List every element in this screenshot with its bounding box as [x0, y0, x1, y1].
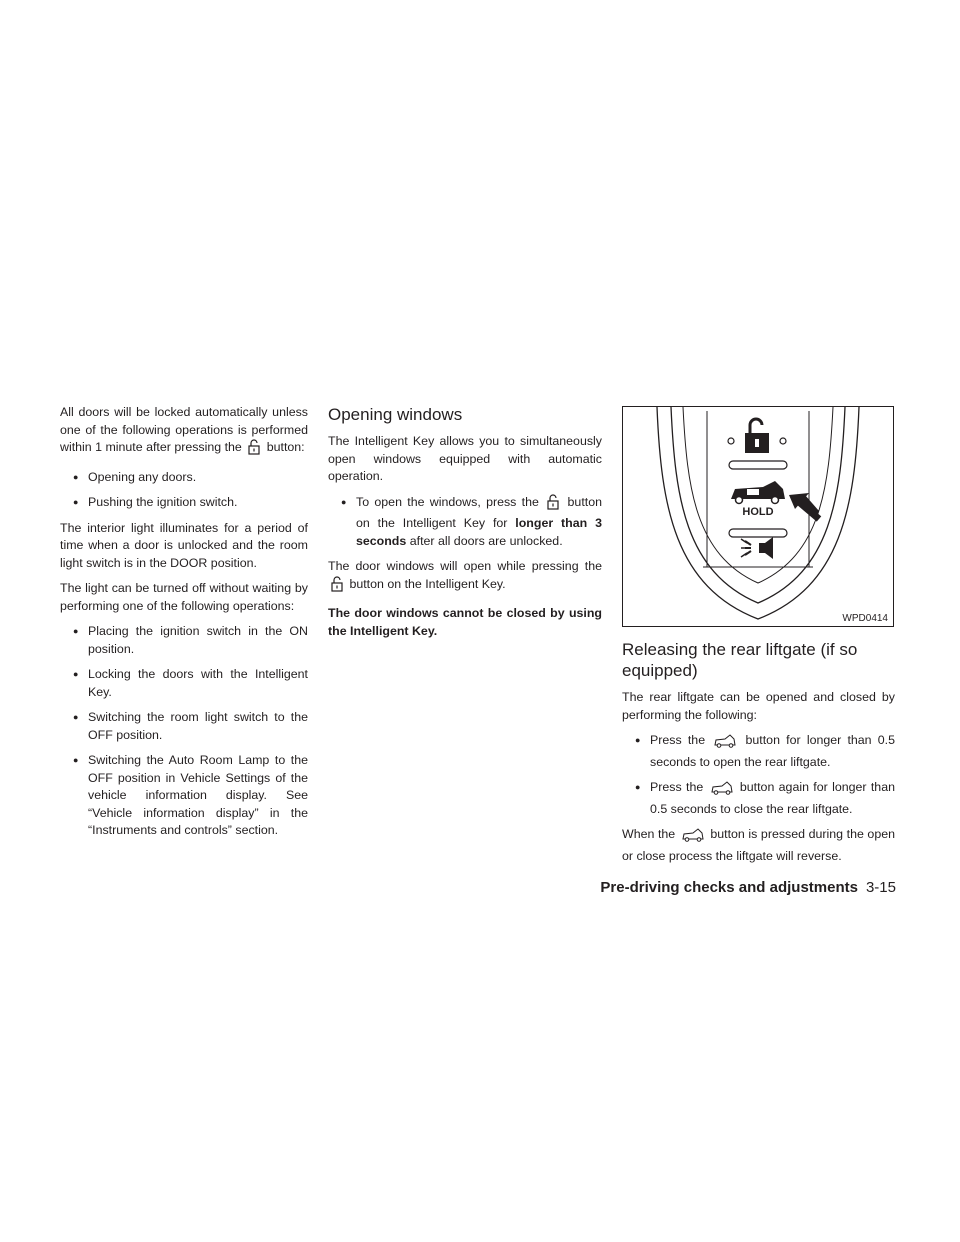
liftgate-icon	[710, 781, 734, 801]
opening-windows-paragraph: The Intelligent Key allows you to simultaneously open windows equipped with automatic operation.	[328, 434, 602, 483]
list-item: ● Placing the ignition switch in the ON position.	[60, 623, 308, 658]
unlock-icon	[247, 439, 261, 461]
list-item: ● Press the button again for longer than 0.5 seconds to close the rear liftgate.	[622, 779, 895, 818]
light-off-list	[60, 623, 308, 840]
opening-windows-list	[328, 494, 602, 551]
list-item: ● Opening any doors.	[60, 469, 308, 487]
list-item: ● To open the windows, press the button on the Intelligent Key for longer than 3 seconds after all doors are unlocked.	[328, 494, 602, 551]
page-footer	[600, 878, 896, 898]
intelligent-key-figure	[622, 406, 894, 627]
section-title: Pre-driving checks and adjustments	[600, 879, 858, 896]
liftgate-heading: Releasing the rear liftgate (if so equipped)	[622, 640, 858, 680]
liftgate-icon	[681, 828, 705, 848]
windows-warning: The door windows cannot be closed by using the Intelligent Key.	[328, 606, 602, 638]
column-right	[622, 404, 895, 873]
opening-windows-heading: Opening windows	[328, 405, 463, 424]
page-number: 3-15	[865, 879, 896, 896]
list-item: ● Switching the Auto Room Lamp to the OFF position in Vehicle Settings of the vehicle information display. See “Vehicle information display” in the “Instruments and controls” section.	[60, 752, 308, 840]
auto-lock-list	[60, 469, 308, 512]
list-item: ● Switching the room light switch to the OFF position.	[60, 709, 308, 744]
list-item: ● Press the button for longer than 0.5 seconds to open the rear liftgate.	[622, 732, 895, 771]
liftgate-paragraph: The rear liftgate can be opened and closed by performing the following:	[622, 690, 895, 722]
figure-code: WPD0414	[842, 613, 888, 624]
intelligent-key-illustration	[623, 407, 893, 626]
windows-open-paragraph: The door windows will open while pressing the button on the Intelligent Key.	[328, 558, 602, 597]
list-item: ● Pushing the ignition switch.	[60, 494, 308, 512]
column-middle	[328, 404, 602, 648]
column-left	[60, 404, 308, 848]
hold-label: HOLD	[742, 506, 774, 518]
interior-light-paragraph: The interior light illuminates for a period of time when a door is unlocked and the room light switch is in the DOOR position.	[60, 520, 308, 570]
auto-lock-paragraph: All doors will be locked automatically unless one of the following operations is performed within 1 minute after pressing the button:	[60, 404, 308, 461]
liftgate-reverse-paragraph: When the button is pressed during the open or close process the liftgate will reverse.	[622, 827, 895, 863]
unlock-icon	[546, 494, 560, 516]
unlock-icon	[330, 576, 344, 598]
liftgate-icon	[713, 734, 737, 754]
light-off-paragraph: The light can be turned off without waiting by performing one of the following operations:	[60, 581, 308, 613]
list-item: ● Locking the doors with the Intelligent Key.	[60, 666, 308, 701]
liftgate-list	[622, 732, 895, 818]
